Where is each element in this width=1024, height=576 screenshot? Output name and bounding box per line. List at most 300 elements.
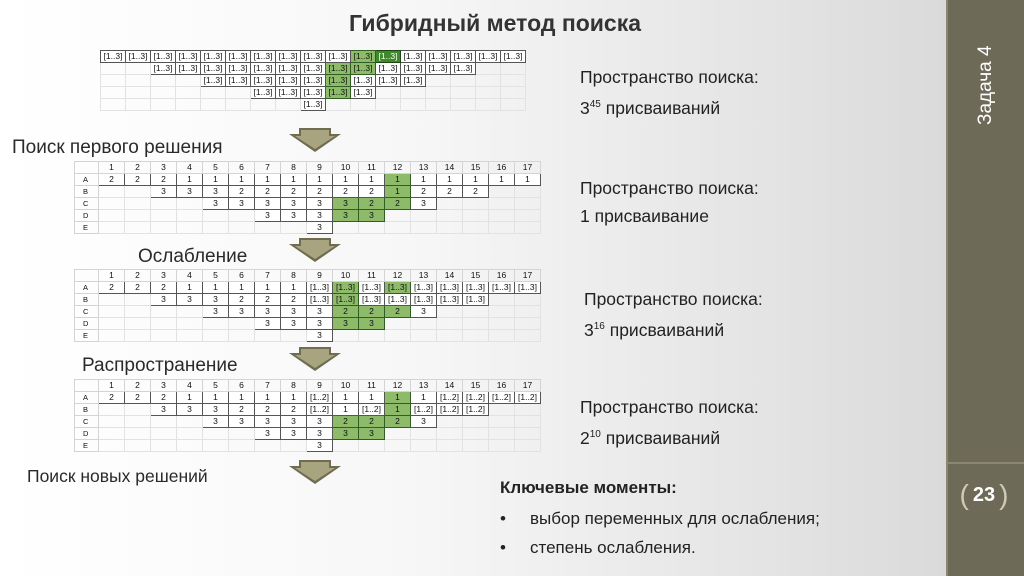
sidebar-edge (946, 0, 948, 576)
table-cell (101, 87, 126, 99)
column-header: 9 (307, 270, 333, 282)
table-cell (489, 294, 515, 306)
table-row (101, 75, 526, 87)
column-header: 8 (281, 380, 307, 392)
table-cell (351, 99, 376, 111)
row-label: A (75, 174, 99, 186)
table-cell: [1..3] (401, 51, 426, 63)
table-cell: 3 (307, 428, 333, 440)
table-cell: [1..3] (126, 51, 151, 63)
table-cell (437, 428, 463, 440)
table-cell: 2 (229, 186, 255, 198)
table-cell (437, 306, 463, 318)
table-cell (177, 222, 203, 234)
table-cell: 1 (281, 392, 307, 404)
search-space-value: $3^{16}$ присваиваний (584, 319, 725, 340)
table-cell: 2 (463, 186, 489, 198)
column-header: 1 (99, 162, 125, 174)
table-cell (125, 210, 151, 222)
table-cell: [1..3] (359, 282, 385, 294)
table-cell (203, 428, 229, 440)
table-cell: [1..3] (426, 51, 451, 63)
table-cell (151, 416, 177, 428)
table-cell: [1..2] (437, 404, 463, 416)
table-cell: 2 (437, 186, 463, 198)
table-cell: 3 (411, 198, 437, 210)
table-cell: [1..3] (376, 75, 401, 87)
table-cell (229, 318, 255, 330)
table-cell (451, 75, 476, 87)
table-cell (437, 440, 463, 452)
table-cell (385, 222, 411, 234)
table-cell (489, 330, 515, 342)
grid-initial (100, 50, 526, 111)
table-cell (515, 330, 541, 342)
table-cell: 2 (151, 174, 177, 186)
column-header: 5 (203, 380, 229, 392)
table-cell: 3 (307, 306, 333, 318)
column-header: 9 (307, 380, 333, 392)
table-cell: [1..3] (326, 87, 351, 99)
row-label: B (75, 294, 99, 306)
column-header: 15 (463, 380, 489, 392)
column-header: 13 (411, 270, 437, 282)
table-cell: [1..3] (411, 282, 437, 294)
table-row (75, 186, 541, 198)
table-cell (326, 99, 351, 111)
column-header: 3 (151, 162, 177, 174)
table-cell: 2 (359, 186, 385, 198)
table-cell: 1 (281, 282, 307, 294)
table-row (75, 198, 541, 210)
table-cell (515, 318, 541, 330)
table-cell (333, 440, 359, 452)
table-cell (126, 87, 151, 99)
table-row (75, 174, 541, 186)
table-cell: [1..3] (437, 294, 463, 306)
table-row (75, 392, 541, 404)
table-cell (151, 306, 177, 318)
table-cell: 1 (229, 174, 255, 186)
column-header: 14 (437, 162, 463, 174)
table-cell: [1..3] (463, 282, 489, 294)
table-cell: 3 (307, 222, 333, 234)
table-cell: [1..3] (463, 294, 489, 306)
table-cell: [1..3] (326, 63, 351, 75)
table-cell: 3 (307, 330, 333, 342)
table-cell (203, 330, 229, 342)
table-cell (385, 330, 411, 342)
table-cell: 1 (385, 404, 411, 416)
table-cell (99, 440, 125, 452)
table-row (101, 87, 526, 99)
table-cell (385, 440, 411, 452)
table-cell: 1 (281, 174, 307, 186)
table-cell: 2 (359, 416, 385, 428)
table-cell (281, 222, 307, 234)
table-cell: 3 (281, 428, 307, 440)
table-cell: 2 (229, 404, 255, 416)
table-cell: 2 (281, 294, 307, 306)
table-cell (125, 404, 151, 416)
table-row (75, 306, 541, 318)
step-label-relaxation: Ослабление (138, 246, 248, 267)
table-cell (411, 222, 437, 234)
column-header: 6 (229, 270, 255, 282)
table-cell (177, 416, 203, 428)
column-header: 14 (437, 380, 463, 392)
table-cell (426, 99, 451, 111)
key-points-title: Ключевые моменты: (500, 478, 677, 497)
row-label: D (75, 210, 99, 222)
table-cell (515, 294, 541, 306)
table-cell: 2 (151, 392, 177, 404)
table-cell: 1 (255, 174, 281, 186)
table-cell (125, 306, 151, 318)
table-cell: [1..3] (376, 51, 401, 63)
table-cell (359, 222, 385, 234)
grid-relaxation (74, 269, 541, 342)
table-cell (501, 99, 526, 111)
table-cell: [1..2] (463, 404, 489, 416)
table-cell (489, 318, 515, 330)
search-space-label: Пространство поиска: (580, 178, 759, 198)
bracket-right-icon: ) (999, 479, 1009, 510)
column-header: 2 (125, 162, 151, 174)
table-cell (99, 294, 125, 306)
key-points (500, 478, 820, 562)
table-cell (515, 222, 541, 234)
column-header: 11 (359, 162, 385, 174)
table-cell (177, 428, 203, 440)
table-cell (515, 210, 541, 222)
table-cell (229, 440, 255, 452)
table-cell (203, 222, 229, 234)
table-cell: 2 (333, 186, 359, 198)
table-cell (126, 99, 151, 111)
table-cell (101, 75, 126, 87)
column-header: 6 (229, 162, 255, 174)
table-cell: [1..2] (307, 404, 333, 416)
table-cell (226, 87, 251, 99)
table-cell (385, 318, 411, 330)
column-header: 7 (255, 380, 281, 392)
table-cell: 3 (359, 210, 385, 222)
table-cell: [1..2] (307, 392, 333, 404)
column-header: 15 (463, 162, 489, 174)
search-space-info-3 (584, 285, 763, 344)
table-cell (281, 330, 307, 342)
table-cell (101, 63, 126, 75)
table-cell (359, 440, 385, 452)
table-cell: 2 (151, 282, 177, 294)
row-label: A (75, 282, 99, 294)
table-cell (515, 306, 541, 318)
table-cell (125, 416, 151, 428)
table-cell: 1 (203, 282, 229, 294)
table-cell: 2 (307, 186, 333, 198)
table-cell: [1..2] (515, 392, 541, 404)
column-header: 8 (281, 162, 307, 174)
row-label: B (75, 404, 99, 416)
table-row (101, 99, 526, 111)
column-header: 7 (255, 162, 281, 174)
table-cell (201, 99, 226, 111)
table-cell (476, 75, 501, 87)
table-cell: [1..3] (276, 63, 301, 75)
table-cell: [1..3] (351, 63, 376, 75)
row-label: A (75, 392, 99, 404)
table-cell: 1 (307, 174, 333, 186)
table-cell: [1..3] (307, 282, 333, 294)
list-item: • степень ослабления. (500, 538, 696, 557)
table-cell: 2 (385, 198, 411, 210)
search-space-info-1 (580, 63, 759, 122)
table-cell: [1..3] (351, 75, 376, 87)
row-label: C (75, 198, 99, 210)
column-header: 5 (203, 162, 229, 174)
table-cell: [1..3] (301, 87, 326, 99)
table-cell (476, 87, 501, 99)
table-cell (255, 440, 281, 452)
column-header: 7 (255, 270, 281, 282)
table-cell: [1..3] (385, 294, 411, 306)
table-cell: 3 (203, 416, 229, 428)
column-header: 16 (489, 270, 515, 282)
table-cell: 2 (359, 306, 385, 318)
table-cell: 1 (255, 392, 281, 404)
table-cell (476, 63, 501, 75)
table-cell: 1 (333, 404, 359, 416)
table-cell (99, 306, 125, 318)
table-row (101, 51, 526, 63)
page-number-box (957, 473, 1011, 517)
row-label: C (75, 416, 99, 428)
table-cell (411, 440, 437, 452)
table-cell: [1..3] (301, 51, 326, 63)
table-cell: 2 (333, 416, 359, 428)
table-cell: [1..3] (176, 51, 201, 63)
table-cell (411, 210, 437, 222)
table-cell: 1 (333, 392, 359, 404)
table-cell (489, 210, 515, 222)
table-cell (451, 87, 476, 99)
table-cell: [1..3] (201, 75, 226, 87)
table-cell: 1 (333, 174, 359, 186)
table-cell: [1..3] (301, 75, 326, 87)
row-label: E (75, 440, 99, 452)
sidebar-divider (948, 462, 1024, 464)
table-cell (226, 99, 251, 111)
table-cell: 2 (99, 392, 125, 404)
table-cell (201, 87, 226, 99)
table-cell: [1..3] (401, 63, 426, 75)
table-cell (451, 99, 476, 111)
table-cell: 1 (463, 174, 489, 186)
column-header: 1 (99, 380, 125, 392)
column-header: 13 (411, 380, 437, 392)
table-cell (203, 440, 229, 452)
table-cell: [1..3] (151, 63, 176, 75)
table-cell: [1..2] (463, 392, 489, 404)
table-row (75, 210, 541, 222)
table-cell (437, 318, 463, 330)
table-row (75, 440, 541, 452)
row-label: B (75, 186, 99, 198)
table-cell: 2 (229, 294, 255, 306)
table-cell (125, 186, 151, 198)
table-cell (203, 318, 229, 330)
table-cell: 1 (177, 282, 203, 294)
table-cell: [1..3] (401, 75, 426, 87)
table-cell (489, 198, 515, 210)
search-space-value: 1 присваивание (580, 206, 709, 226)
corner-cell (75, 162, 99, 174)
search-space-label: Пространство поиска: (580, 397, 759, 417)
table-cell: [1..3] (226, 75, 251, 87)
table-cell (177, 440, 203, 452)
table-cell: 3 (307, 198, 333, 210)
row-label: C (75, 306, 99, 318)
table-cell (463, 440, 489, 452)
table-cell (276, 99, 301, 111)
column-header: 17 (515, 162, 541, 174)
table-cell (501, 63, 526, 75)
table-cell: 1 (255, 282, 281, 294)
table-cell (463, 306, 489, 318)
down-arrow-icon (289, 238, 341, 262)
table-row (75, 428, 541, 440)
table-cell: [1..3] (101, 51, 126, 63)
table-cell (489, 440, 515, 452)
table-cell (376, 87, 401, 99)
table-row (101, 63, 526, 75)
table-cell (99, 330, 125, 342)
column-header: 9 (307, 162, 333, 174)
table-cell: 3 (203, 198, 229, 210)
table-cell (125, 428, 151, 440)
table-cell: [1..3] (226, 63, 251, 75)
row-label: E (75, 222, 99, 234)
table-cell (176, 87, 201, 99)
table-cell: [1..3] (411, 294, 437, 306)
search-space-value: $3^{45}$ присваиваний (580, 97, 721, 118)
grid-first-solution (74, 161, 541, 234)
table-cell: 1 (489, 174, 515, 186)
table-cell: 3 (151, 186, 177, 198)
table-cell: [1..2] (359, 404, 385, 416)
table-cell: [1..3] (359, 294, 385, 306)
table-cell (411, 318, 437, 330)
table-cell (126, 63, 151, 75)
table-cell (401, 87, 426, 99)
column-header: 6 (229, 380, 255, 392)
table-cell (176, 75, 201, 87)
table-cell: 2 (281, 404, 307, 416)
table-cell (101, 99, 126, 111)
table-cell: [1..3] (276, 51, 301, 63)
row-label: E (75, 330, 99, 342)
table-cell (463, 330, 489, 342)
down-arrow-icon (289, 347, 341, 371)
task-label: Задача 4 (975, 45, 996, 125)
table-cell: [1..3] (451, 51, 476, 63)
table-cell: [1..3] (201, 63, 226, 75)
table-cell: 1 (177, 174, 203, 186)
table-cell (463, 198, 489, 210)
table-cell: 3 (255, 198, 281, 210)
column-header: 13 (411, 162, 437, 174)
table-cell: 3 (411, 416, 437, 428)
table-cell (251, 99, 276, 111)
table-cell: 3 (203, 306, 229, 318)
table-cell: 3 (359, 428, 385, 440)
table-cell: [1..3] (251, 51, 276, 63)
table-cell: 1 (411, 174, 437, 186)
table-cell (151, 198, 177, 210)
table-cell: 2 (255, 186, 281, 198)
table-cell: 3 (151, 404, 177, 416)
table-cell (463, 318, 489, 330)
table-cell (437, 330, 463, 342)
column-header: 11 (359, 270, 385, 282)
table-cell: 3 (333, 318, 359, 330)
table-cell: 2 (333, 306, 359, 318)
table-cell: 1 (437, 174, 463, 186)
table-cell: [1..3] (451, 63, 476, 75)
table-cell: 3 (177, 186, 203, 198)
table-cell: 2 (411, 186, 437, 198)
column-header: 10 (333, 162, 359, 174)
table-cell: [1..3] (376, 63, 401, 75)
table-cell (255, 330, 281, 342)
table-cell (501, 75, 526, 87)
table-cell (255, 222, 281, 234)
corner-cell (75, 270, 99, 282)
table-cell (515, 404, 541, 416)
column-header: 3 (151, 380, 177, 392)
table-cell: 2 (125, 174, 151, 186)
table-cell: [1..3] (501, 51, 526, 63)
table-cell: 3 (281, 416, 307, 428)
column-header: 14 (437, 270, 463, 282)
table-cell (151, 440, 177, 452)
table-cell (489, 404, 515, 416)
table-cell: [1..3] (326, 75, 351, 87)
table-cell: [1..3] (151, 51, 176, 63)
table-cell: 3 (281, 306, 307, 318)
table-cell (489, 222, 515, 234)
table-cell (125, 318, 151, 330)
column-header: 16 (489, 380, 515, 392)
table-cell: 1 (229, 392, 255, 404)
table-cell: 3 (229, 306, 255, 318)
table-cell (385, 210, 411, 222)
table-cell (151, 75, 176, 87)
step-label-new-solutions: Поиск новых решений (27, 466, 208, 486)
table-cell (333, 222, 359, 234)
table-cell (515, 416, 541, 428)
table-cell: 1 (359, 392, 385, 404)
table-cell: [1..3] (426, 63, 451, 75)
table-row (75, 294, 541, 306)
table-cell: [1..3] (476, 51, 501, 63)
table-cell: 3 (203, 186, 229, 198)
table-cell: [1..3] (251, 87, 276, 99)
table-row (75, 330, 541, 342)
table-cell (99, 186, 125, 198)
table-cell: [1..3] (201, 51, 226, 63)
